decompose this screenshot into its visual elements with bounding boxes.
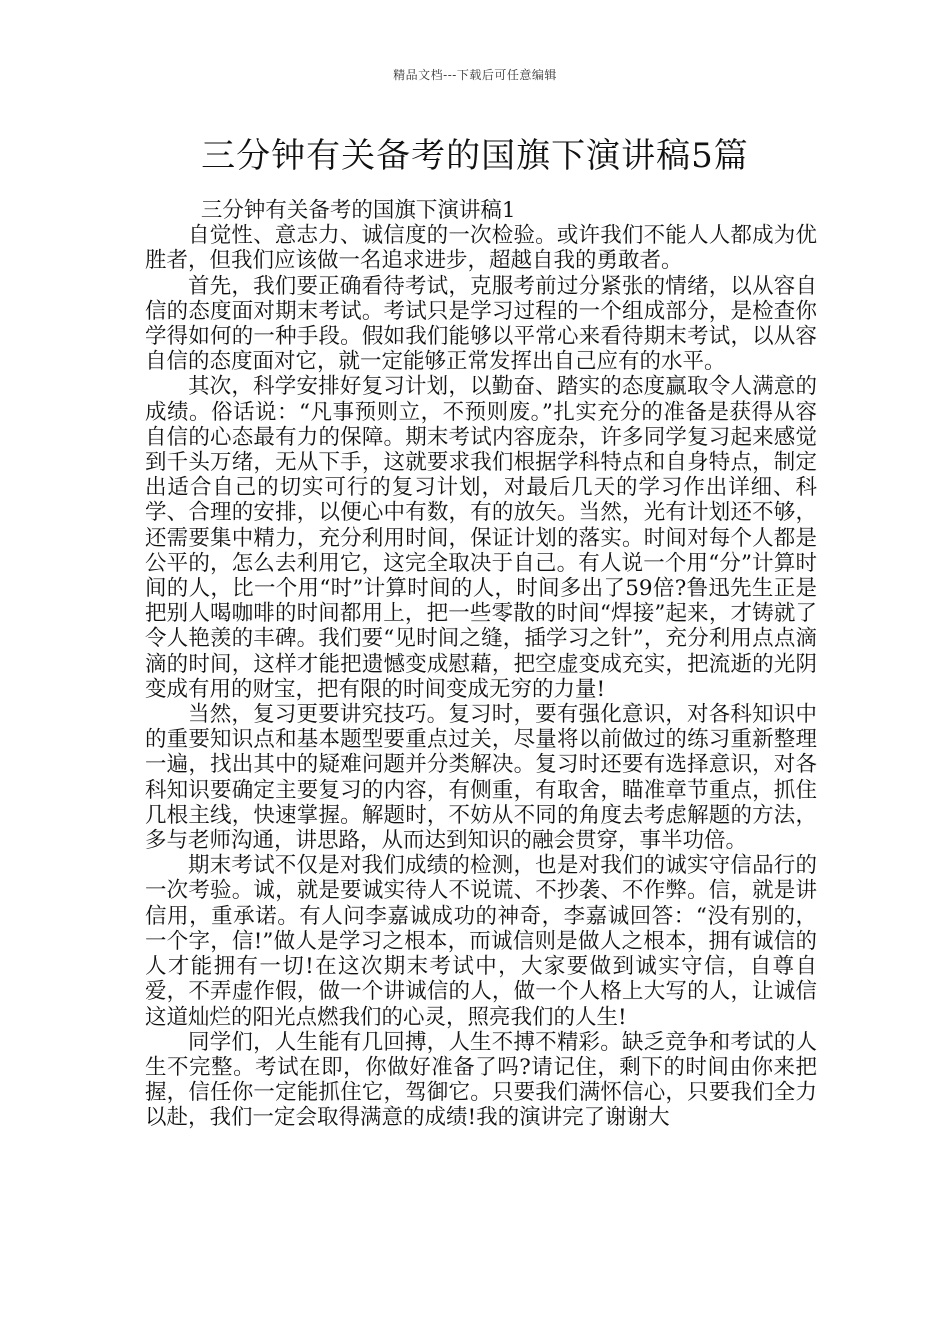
paragraph-5: 期末考试不仅是对我们成绩的检测，也是对我们的诚实守信品行的一次考验。诚，就是要诚实待人不说谎、不抄袭、不作弊。信，就是讲信用，重承诺。有人问李嘉诚成功的神奇，李嘉诚回答：“没有别的，一个字，信!”做人是学习之根本，而诚信则是做人之根本，拥有诚信的人才能拥有一切!在这次期末考试中，大家要做到诚实守信，自尊自爱，不弄虚作假，做一个讲诚信的人，做一个人格上大写的人，让诚信这道灿烂的阳光点燃我们的心灵，照亮我们的人生!: [145, 853, 817, 1030]
paragraph-3: 其次，科学安排好复习计划，以勤奋、踏实的态度赢取令人满意的成绩。俗话说：“凡事预则立，不预则废。”扎实充分的准备是获得从容自信的心态最有力的保障。期末考试内容庞杂，许多同学复习起来感觉到千头万绪，无从下手，这就要求我们根据学科特点和自身特点，制定出适合自己的切实可行的复习计划，对最后几天的学习作出详细、科学、合理的安排，以便心中有数，有的放矢。当然，光有计划还不够，还需要集中精力，充分利用时间，保证计划的落实。时间对每个人都是公平的，怎么去利用它，这完全取决于自己。有人说一个用“分”计算时间的人，比一个用“时”计算时间的人，时间多出了59倍?鲁迅先生正是把别人喝咖啡的时间都用上，把一些零散的时间“焊接”起来，才铸就了令人艳羡的丰碑。我们要“见时间之缝，插学习之针”，充分利用点点滴滴的时间，这样才能把遗憾变成慰藉，把空虚变成充实，把流逝的光阴变成有用的财宝，把有限的时间变成无穷的力量!: [145, 374, 817, 702]
paragraph-6: 同学们，人生能有几回搏，人生不搏不精彩。缺乏竞争和考试的人生不完整。考试在即，你做好准备了吗?请记住，剩下的时间由你来把握，信任你一定能抓住它，驾御它。只要我们满怀信心，只要我们全力以赴，我们一定会取得满意的成绩!我的演讲完了谢谢大: [145, 1029, 817, 1131]
document-body: [145, 198, 817, 1131]
section-subtitle: 三分钟有关备考的国旗下演讲稿1: [200, 198, 516, 223]
paragraph-1: 自觉性、意志力、诚信度的一次检验。或许我们不能人人都成为优胜者，但我们应该做一名追求进步，超越自我的勇敢者。: [145, 223, 817, 274]
document-title: 三分钟有关备考的国旗下演讲稿5篇: [201, 136, 749, 176]
paragraph-4: 当然，复习更要讲究技巧。复习时，要有强化意识，对各科知识中的重要知识点和基本题型要重点过关，尽量将以前做过的练习重新整理一遍，找出其中的疑难问题并分类解决。复习时还要有选择意识，对各科知识要确定主要复习的内容，有侧重，有取舍，瞄准章节重点，抓住几根主线，快速掌握。解题时，不妨从不同的角度去考虑解题的方法，多与老师沟通，讲思路，从而达到知识的融会贯穿，事半功倍。: [145, 702, 817, 854]
header-note: 精品文档---下载后可任意编辑: [393, 68, 557, 82]
paragraph-2: 首先，我们要正确看待考试，克服考前过分紧张的情绪，以从容自信的态度面对期末考试。考试只是学习过程的一个组成部分，是检查你学得如何的一种手段。假如我们能够以平常心来看待期末考试，以从容自信的态度面对它，就一定能够正常发挥出自己应有的水平。: [145, 273, 817, 375]
